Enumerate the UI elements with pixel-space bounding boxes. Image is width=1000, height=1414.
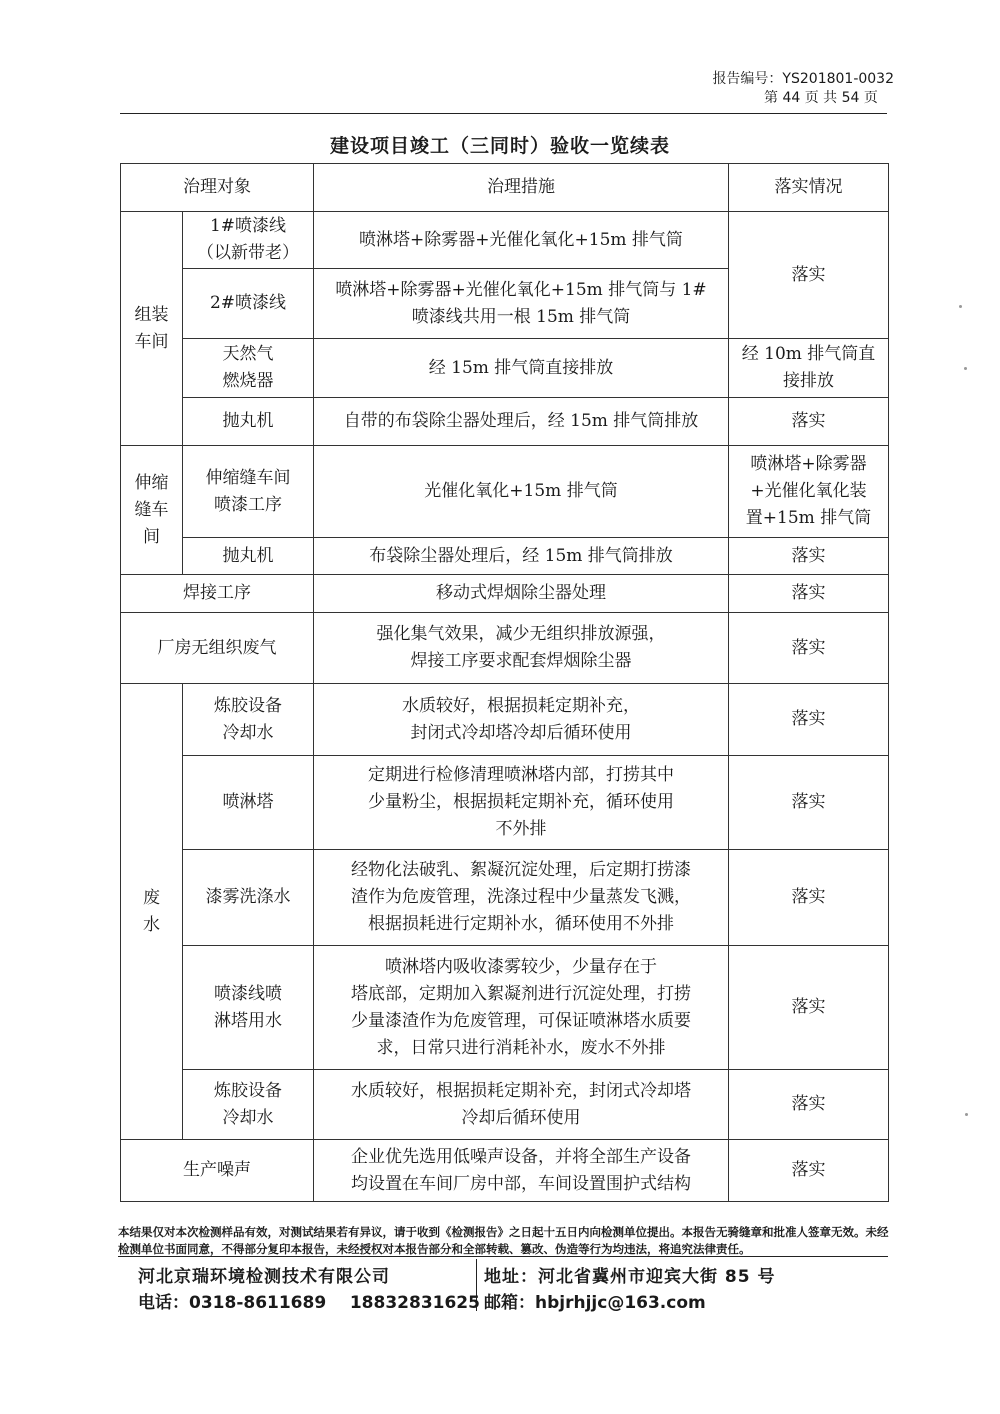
measure-cell: 经 15m 排气筒直接排放	[314, 339, 729, 398]
header-target: 治理对象	[121, 164, 314, 212]
table-row	[121, 684, 889, 756]
status-cell: 落实	[729, 1140, 889, 1202]
table-row	[121, 946, 889, 1070]
item-cell: 喷淋塔	[183, 756, 314, 850]
table-header-row	[121, 164, 889, 212]
page-title: 建设项目竣工（三同时）验收一览续表	[329, 135, 670, 157]
measure-cell: 移动式焊烟除尘器处理	[314, 575, 729, 613]
measure-cell: 强化集气效果，减少无组织排放源强， 焊接工序要求配套焊烟除尘器	[314, 613, 729, 684]
measure-cell: 喷淋塔内吸收漆雾较少，少量存在于 塔底部，定期加入絮凝剂进行沉淀处理，打捞 少量漆渣作为危废管理，可保证喷淋塔水质要 求，日常只进行消耗补水，废水不外排	[314, 946, 729, 1070]
status-cell: 落实	[729, 756, 889, 850]
item-cell: 喷漆线喷 淋塔用水	[183, 946, 314, 1070]
table-row	[121, 339, 889, 398]
item-cell: 1#喷漆线 （以新带老）	[183, 212, 314, 269]
company-address: 地址：河北省冀州市迎宾大街 85 号	[484, 1267, 776, 1287]
table-row	[121, 538, 889, 575]
measure-cell: 定期进行检修清理喷淋塔内部，打捞其中 少量粉尘，根据损耗定期补充，循环使用 不外排	[314, 756, 729, 850]
status-cell: 落实	[729, 850, 889, 946]
group-assembly: 组装 车间	[121, 212, 183, 446]
status-cell: 落实	[729, 684, 889, 756]
item-cell: 天然气 燃烧器	[183, 339, 314, 398]
item-cell: 2#喷漆线	[183, 269, 314, 339]
measure-cell: 喷淋塔+除雾器+光催化氧化+15m 排气筒与 1# 喷漆线共用一根 15m 排气筒	[314, 269, 729, 339]
company-email: 邮箱：hbjrhjjc@163.com	[484, 1293, 706, 1313]
item-cell: 生产噪声	[121, 1140, 314, 1202]
status-cell: 落实	[729, 613, 889, 684]
table-row	[121, 1140, 889, 1202]
status-cell: 落实	[729, 946, 889, 1070]
status-cell: 落实	[729, 538, 889, 575]
measure-cell: 水质较好，根据损耗定期补充， 封闭式冷却塔冷却后循环使用	[314, 684, 729, 756]
item-cell: 焊接工序	[121, 575, 314, 613]
measure-cell: 企业优先选用低噪声设备，并将全部生产设备 均设置在车间厂房中部，车间设置围护式结构	[314, 1140, 729, 1202]
header-measure: 治理措施	[314, 164, 729, 212]
acceptance-table	[120, 163, 889, 1202]
table-row	[121, 613, 889, 684]
item-cell: 炼胶设备 冷却水	[183, 1070, 314, 1140]
phone-numbers: 电话：0318-8611689 18832831625	[138, 1293, 480, 1313]
status-cell: 落实	[729, 398, 889, 446]
item-cell: 厂房无组织废气	[121, 613, 314, 684]
scan-speck	[959, 305, 962, 308]
status-cell: 喷淋塔+除雾器 +光催化氧化装 置+15m 排气筒	[729, 446, 889, 538]
table-row	[121, 1070, 889, 1140]
page-number: 第 44 页 共 54 页	[764, 90, 878, 106]
measure-cell: 自带的布袋除尘器处理后，经 15m 排气筒排放	[314, 398, 729, 446]
table-row	[121, 850, 889, 946]
group-joint: 伸缩 缝车 间	[121, 446, 183, 575]
table-row	[121, 398, 889, 446]
report-number: 报告编号：YS201801-0032	[712, 71, 894, 87]
item-cell: 抛丸机	[183, 398, 314, 446]
item-cell: 伸缩缝车间 喷漆工序	[183, 446, 314, 538]
measure-cell: 经物化法破乳、絮凝沉淀处理，后定期打捞漆 渣作为危废管理，洗涤过程中少量蒸发飞溅， 根据损耗进行定期补水，循环使用不外排	[314, 850, 729, 946]
table-row	[121, 212, 889, 269]
status-cell: 经 10m 排气筒直 接排放	[729, 339, 889, 398]
measure-cell: 水质较好，根据损耗定期补充，封闭式冷却塔 冷却后循环使用	[314, 1070, 729, 1140]
item-cell: 抛丸机	[183, 538, 314, 575]
item-cell: 漆雾洗涤水	[183, 850, 314, 946]
status-cell: 落实	[729, 1070, 889, 1140]
footer-divider	[118, 1256, 888, 1257]
status-cell: 落实	[729, 575, 889, 613]
measure-cell: 喷淋塔+除雾器+光催化氧化+15m 排气筒	[314, 212, 729, 269]
scan-speck	[964, 367, 967, 370]
disclaimer-note: 本结果仅对本次检测样品有效，对测试结果若有异议，请于收到《检测报告》之日起十五日内向检测单位提出。本报告无骑缝章和批准人签章无效。未经检测单位书面同意，不得部分复印本报告，未经授权对本报告部分和全部转载、篡改、伪造等行为均违法，将追究法律责任。	[118, 1225, 889, 1256]
table-row	[121, 446, 889, 538]
company-name: 河北京瑞环境检测技术有限公司	[138, 1267, 390, 1287]
status-cell: 落实	[729, 212, 889, 339]
table-row	[121, 575, 889, 613]
item-cell: 炼胶设备 冷却水	[183, 684, 314, 756]
table-row	[121, 756, 889, 850]
group-water: 废 水	[121, 684, 183, 1140]
scan-speck	[965, 1113, 968, 1116]
measure-cell: 布袋除尘器处理后，经 15m 排气筒排放	[314, 538, 729, 575]
header-divider	[120, 113, 887, 114]
measure-cell: 光催化氧化+15m 排气筒	[314, 446, 729, 538]
header-status: 落实情况	[729, 164, 889, 212]
